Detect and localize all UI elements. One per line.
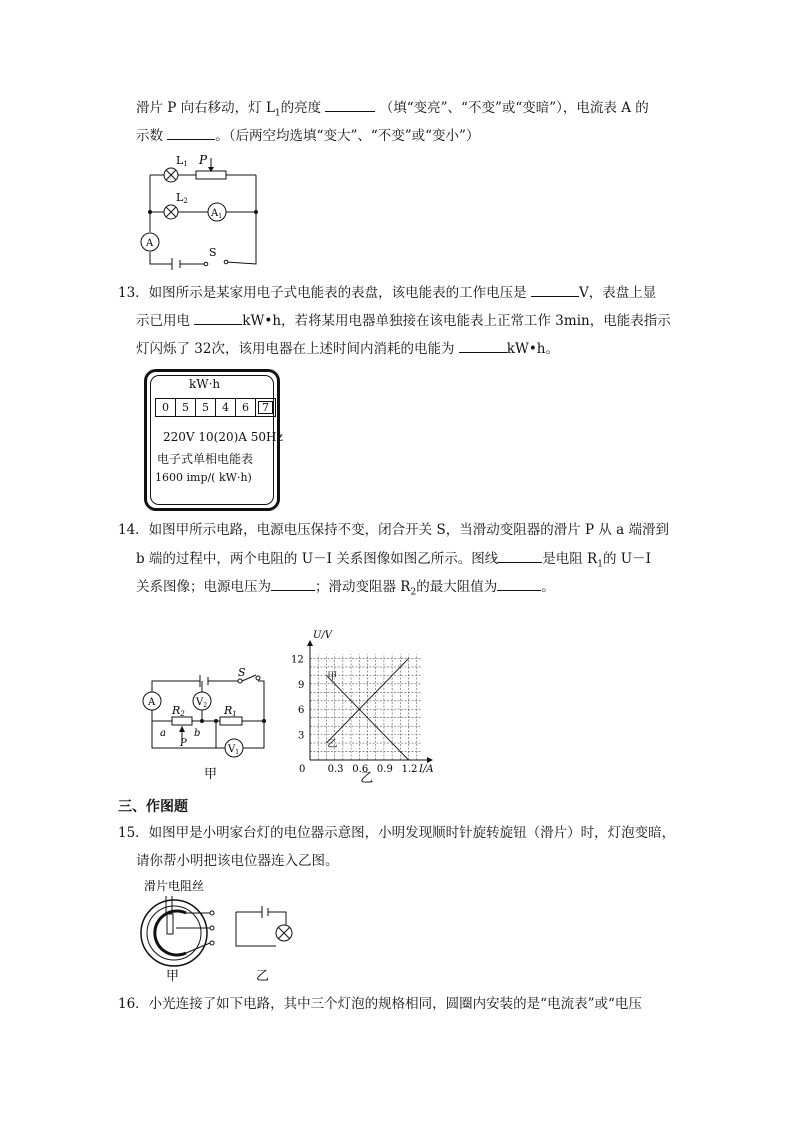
- section-title: 三、作图题: [118, 799, 188, 815]
- resistor-R1-label: R1: [224, 704, 237, 718]
- x-axis-label: I/A: [419, 764, 434, 775]
- x-tick-label: 0.9: [376, 764, 393, 775]
- answer-blank[interactable]: [167, 126, 215, 140]
- energy-meter-panel: [144, 369, 283, 511]
- figure-caption: 乙: [360, 771, 374, 786]
- x-axis-arrow: [427, 757, 433, 763]
- q14-line2: b 端的过程中，两个电阻的 U－I 关系图像如图乙所示。图线 是电阻 $R_1$的 U－I: [136, 551, 651, 570]
- q15-line1: 15．如图甲是小明家台灯的电位器示意图，小明发现顺时针旋转旋钮（滑片）时，灯泡变暗，: [118, 825, 676, 841]
- q15-figure: [136, 876, 306, 986]
- answer-blank[interactable]: [531, 283, 579, 297]
- x-tick-label: 0.3: [327, 764, 344, 775]
- y-tick-label: 12: [291, 654, 304, 666]
- ammeter-A-label: A: [148, 697, 156, 708]
- answer-blank[interactable]: [497, 577, 541, 591]
- terminal-b-label: b: [194, 728, 201, 739]
- meter-digit: 0: [156, 399, 176, 416]
- meter-digit-row: [155, 398, 276, 417]
- terminal-a-label: a: [160, 728, 166, 739]
- meter-name: 电子式单相电能表: [157, 452, 254, 466]
- meter-spec: 220V 10(20)A 50Hz: [163, 430, 283, 444]
- q14-line3: 关系图像；电源电压为 ；滑动变阻器 $R_2$的最大阻值为 。: [136, 579, 555, 598]
- meter-unit: kW·h: [189, 377, 221, 391]
- ui-chart-figure: [280, 626, 440, 786]
- resistor-R2-label: R2: [172, 704, 185, 718]
- series-label: 乙: [327, 739, 338, 751]
- figure-caption-right: 乙: [256, 969, 270, 984]
- y-tick-label: 9: [298, 679, 305, 691]
- meter-digit: 5: [176, 399, 196, 416]
- meter-digit: 6: [236, 399, 256, 416]
- q13-line3: 灯闪烁了 32次，该用电器在上述时间内消耗的电能为 kW•h。: [136, 341, 559, 357]
- q12-line2: 示数 。（后两空均选填“变大”、“不变”或“变小”）: [136, 128, 480, 144]
- x-tick-label: 1.2: [401, 764, 418, 775]
- answer-blank[interactable]: [498, 549, 542, 563]
- answer-blank[interactable]: [271, 577, 315, 591]
- q14-circuit-figure: [138, 662, 274, 784]
- q14-line1: 14．如图甲所示电路，电源电压保持不变，闭合开关 S，当滑动变阻器的滑片 P 从 a 端滑到: [118, 522, 670, 538]
- meter-digit: 4: [216, 399, 236, 416]
- switch-S-label: S: [238, 666, 246, 679]
- answer-blank[interactable]: [325, 98, 375, 112]
- series-label: 甲: [327, 671, 338, 683]
- q13-line1: 13．如图所示是某家用电子式电能表的表盘，该电能表的工作电压是 V，表盘上显: [118, 285, 657, 301]
- potentiometer-label: 滑片电阻丝: [144, 879, 205, 893]
- q16-line1: 16．小光连接了如下电路，其中三个灯泡的规格相同，圆圈内安装的是“电流表”或“电压: [118, 996, 642, 1012]
- answer-blank[interactable]: [459, 339, 507, 353]
- lamp-L2-label: L2: [176, 191, 188, 205]
- lamp-L1-label: L1: [176, 154, 188, 168]
- q15-line2: 请你帮小明把该电位器连入乙图。: [136, 853, 339, 869]
- q12-line1: 滑片 P 向右移动，灯 $L_1$的亮度 （填“变亮”、“不变”或“变暗”），电流表 A 的: [136, 100, 649, 119]
- slider-P-label: P: [199, 153, 208, 167]
- q12-circuit-figure: [136, 150, 266, 272]
- meter-imp: 1600 imp/( kW·h): [155, 471, 252, 484]
- q13-line2: 示已用电 kW•h，若将某用电器单独接在该电能表上正常工作 3min，电能表指示: [136, 313, 671, 329]
- figure-caption: 甲: [204, 767, 218, 782]
- ammeter-A1-label: $A_1$: [211, 208, 223, 220]
- ammeter-A-label: A: [146, 238, 154, 249]
- voltmeter-V2-label: $V_2$: [196, 697, 208, 709]
- meter-digit-decimal: 7: [256, 399, 275, 416]
- x-tick-label: 0.6: [352, 764, 369, 775]
- y-tick-label: 6: [298, 705, 305, 717]
- y-axis-label: U/V: [313, 630, 333, 641]
- switch-S-label: S: [209, 246, 217, 259]
- chart-labels: [291, 630, 434, 786]
- slider-P-label: P: [180, 738, 187, 749]
- meter-digit: 5: [196, 399, 216, 416]
- voltmeter-V1-label: $V_1$: [228, 744, 240, 756]
- y-tick-label: 3: [298, 730, 305, 742]
- figure-caption-left: 甲: [166, 969, 180, 984]
- x-tick-label: 0: [299, 764, 306, 775]
- answer-blank[interactable]: [194, 311, 242, 325]
